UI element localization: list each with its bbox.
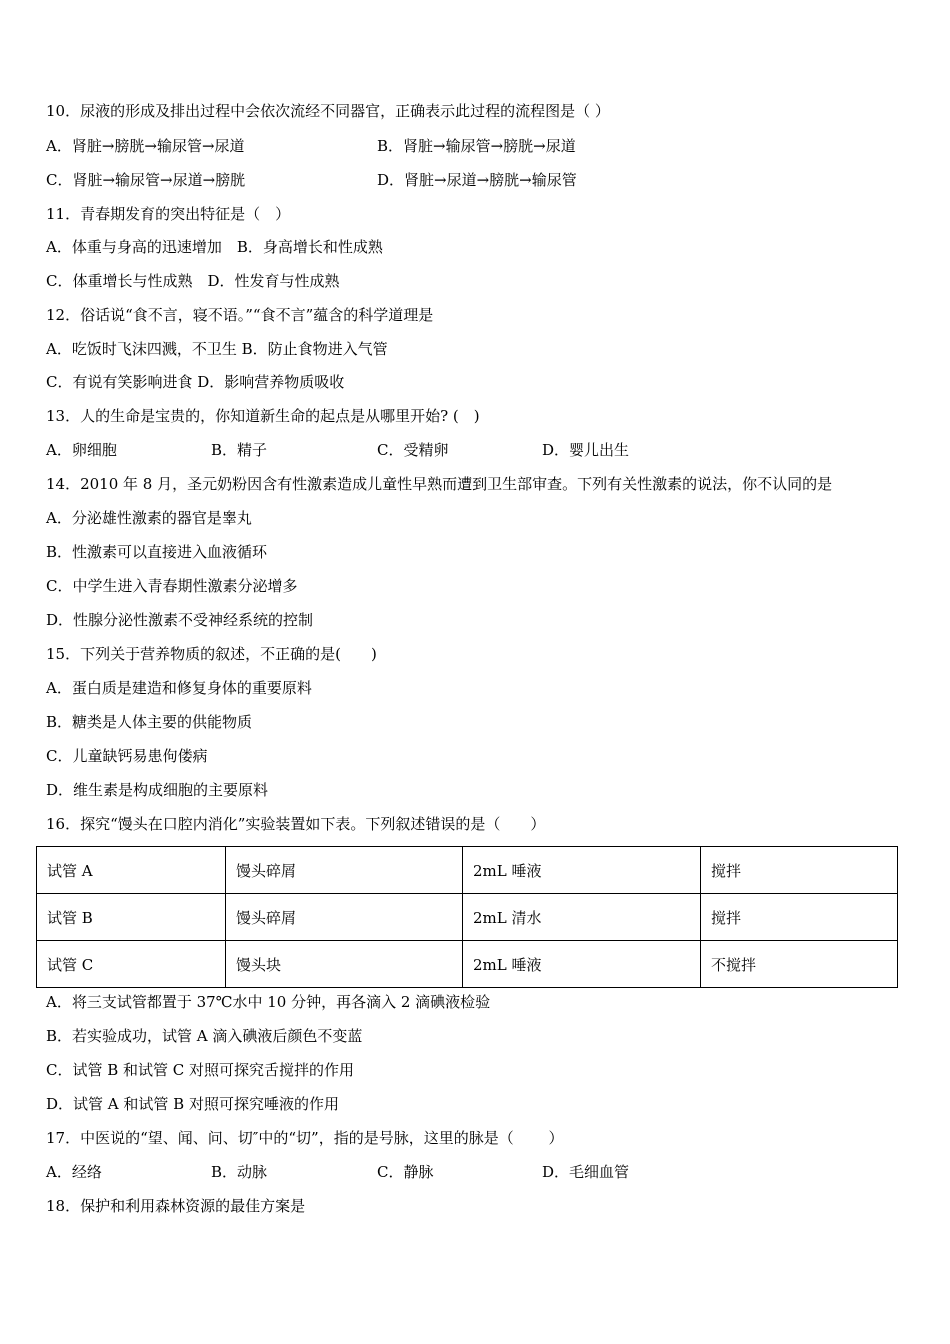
q10-option-a: A．肾脏→膀胱→输尿管→尿道 — [46, 137, 245, 155]
q10-stem: 10．尿液的形成及排出过程中会依次流经不同器官，正确表示此过程的流程图是（ ） — [46, 102, 610, 120]
q12-stem: 12．俗话说“食不言，寝不语。”“食不言”蕴含的科学道理是 — [46, 306, 434, 324]
experiment-table — [36, 846, 898, 988]
q12-options-ab: A．吃饭时飞沫四溅，不卫生 B．防止食物进入气管 — [46, 340, 388, 358]
table-cell: 搅拌 — [701, 847, 898, 894]
q16-option-a: A．将三支试管都置于 37℃水中 10 分钟，再各滴入 2 滴碘液检验 — [46, 993, 491, 1011]
q12-options-cd: C．有说有笑影响进食 D．影响营养物质吸收 — [46, 373, 345, 391]
table-cell: 试管 C — [37, 941, 226, 988]
table-cell: 馒头碎屑 — [226, 847, 463, 894]
q13-option-b: B．精子 — [211, 441, 268, 459]
q11-options-ab: A．体重与身高的迅速增加 B．身高增长和性成熟 — [46, 238, 383, 256]
q14-stem: 14．2010 年 8 月，圣元奶粉因含有性激素造成儿童性早熟而遭到卫生部审查。下列有关性激素的说法，你不认同的是 — [46, 475, 833, 493]
table-row — [37, 941, 898, 988]
table-cell: 2mL 清水 — [463, 894, 701, 941]
q14-option-c: C．中学生进入青春期性激素分泌增多 — [46, 577, 298, 595]
q10-option-d: D．肾脏→尿道→膀胱→输尿管 — [377, 171, 577, 189]
table-cell: 试管 A — [37, 847, 226, 894]
table-cell: 2mL 唾液 — [463, 847, 701, 894]
q17-option-c: C．静脉 — [377, 1163, 434, 1181]
q13-option-d: D．婴儿出生 — [542, 441, 630, 459]
q16-option-b: B．若实验成功，试管 A 滴入碘液后颜色不变蓝 — [46, 1027, 363, 1045]
table-cell: 馒头块 — [226, 941, 463, 988]
q15-option-a: A．蛋白质是建造和修复身体的重要原料 — [46, 679, 312, 697]
q15-option-c: C．儿童缺钙易患佝偻病 — [46, 747, 208, 765]
table-cell: 试管 B — [37, 894, 226, 941]
q11-options-cd: C．体重增长与性成熟 D．性发育与性成熟 — [46, 272, 340, 290]
q17-option-b: B．动脉 — [211, 1163, 268, 1181]
q15-option-d: D．维生素是构成细胞的主要原料 — [46, 781, 269, 799]
table-cell: 搅拌 — [701, 894, 898, 941]
q14-option-b: B．性激素可以直接进入血液循环 — [46, 543, 268, 561]
q10-option-b: B．肾脏→输尿管→膀胱→尿道 — [377, 137, 576, 155]
q11-stem: 11．青春期发育的突出特征是（ ） — [46, 205, 291, 223]
table-cell: 不搅拌 — [701, 941, 898, 988]
q15-stem: 15．下列关于营养物质的叙述，不正确的是( ) — [46, 645, 377, 663]
table-row — [37, 894, 898, 941]
q16-option-c: C．试管 B 和试管 C 对照可探究舌搅拌的作用 — [46, 1061, 355, 1079]
q15-option-b: B．糖类是人体主要的供能物质 — [46, 713, 253, 731]
table-row — [37, 847, 898, 894]
q14-option-a: A．分泌雄性激素的器官是睾丸 — [46, 509, 252, 527]
q17-option-d: D．毛细血管 — [542, 1163, 630, 1181]
table-cell: 馒头碎屑 — [226, 894, 463, 941]
q16-option-d: D．试管 A 和试管 B 对照可探究唾液的作用 — [46, 1095, 339, 1113]
q17-stem: 17．中医说的“望、闻、问、切″中的“切”，指的是号脉，这里的脉是（ ） — [46, 1129, 564, 1147]
q17-option-a: A．经络 — [46, 1163, 102, 1181]
q10-option-c: C．肾脏→输尿管→尿道→膀胱 — [46, 171, 246, 189]
q13-option-c: C．受精卵 — [377, 441, 449, 459]
q13-option-a: A．卵细胞 — [46, 441, 117, 459]
q16-stem: 16．探究“馒头在口腔内消化”实验装置如下表。下列叙述错误的是（ ） — [46, 815, 546, 833]
q18-stem: 18．保护和利用森林资源的最佳方案是 — [46, 1197, 306, 1215]
table-cell: 2mL 唾液 — [463, 941, 701, 988]
q14-option-d: D．性腺分泌性激素不受神经系统的控制 — [46, 611, 314, 629]
q13-stem: 13．人的生命是宝贵的，你知道新生命的起点是从哪里开始? ( ) — [46, 407, 480, 425]
